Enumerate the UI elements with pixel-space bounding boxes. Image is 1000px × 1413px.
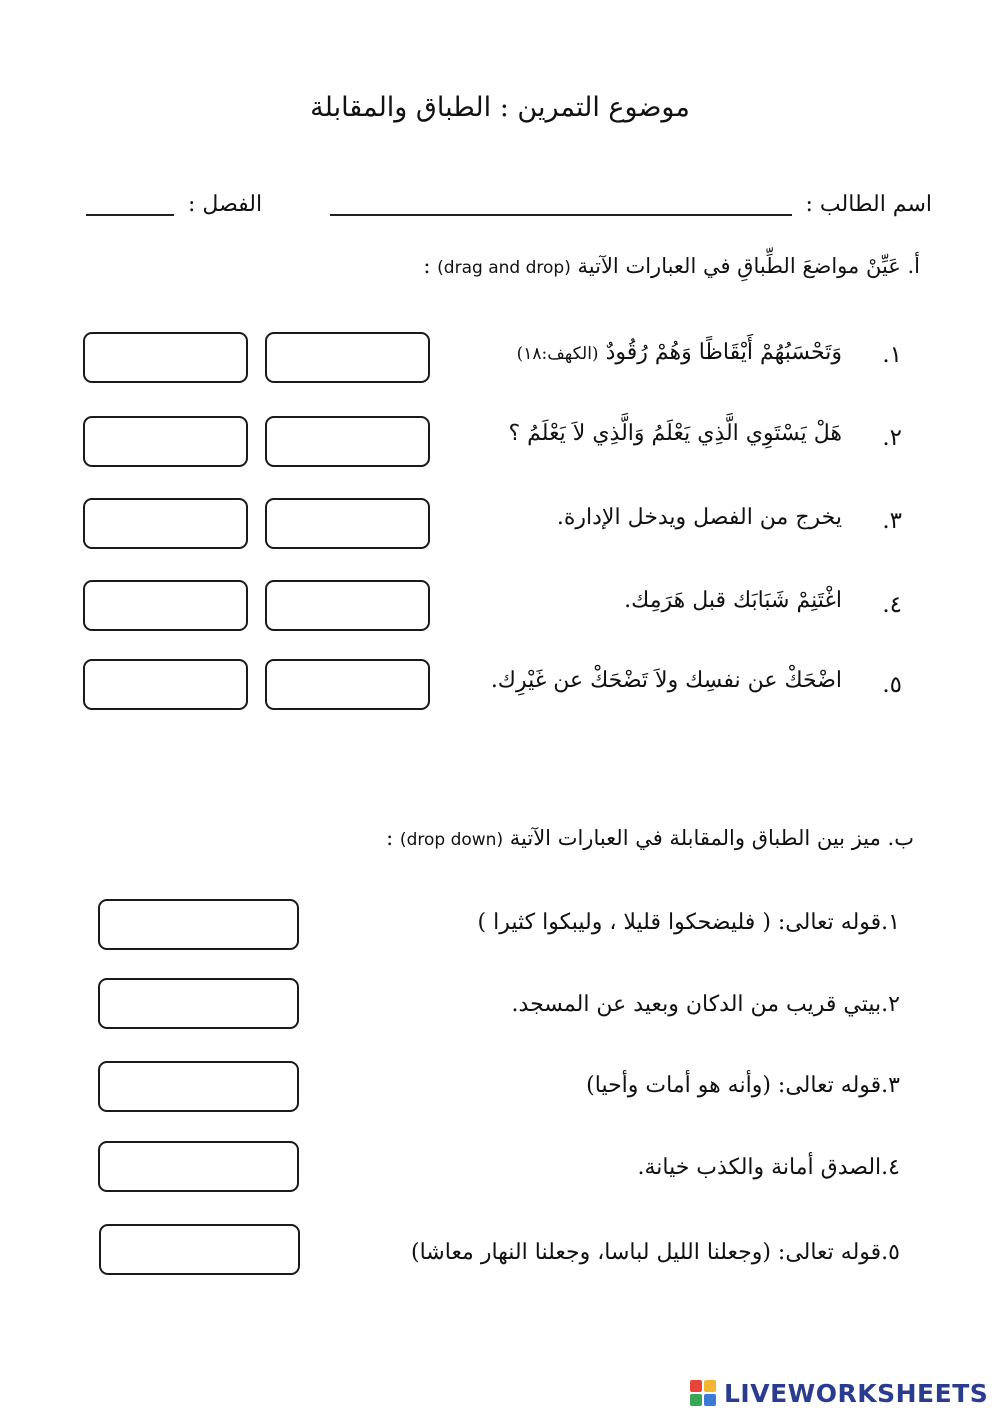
section-b-item-text: الصدق أمانة والكذب خيانة.	[637, 1155, 882, 1180]
section-a-item-text: يخرج من الفصل ويدخل الإدارة.	[556, 505, 842, 530]
section-b-item-text: قوله تعالى: (وجعلنا الليل لباسا، وجعلنا النهار معاشا)	[411, 1240, 882, 1265]
student-name-label: اسم الطالب :	[805, 192, 932, 217]
section-a-heading	[423, 254, 920, 278]
drop-zone-a5-first[interactable]	[265, 659, 430, 710]
section-a-item-text: هَلْ يَسْتَوِي الَّذِي يَعْلَمُ وَالَّذِي لاَ يَعْلَمُ ؟	[508, 421, 842, 446]
section-a-item-note: (الكهف:١٨)	[516, 344, 599, 364]
section-b-item-text: قوله تعالى: (وأنه هو أمات وأحيا)	[586, 1073, 882, 1098]
section-b-item-text: قوله تعالى: ( فليضحكوا قليلا ، وليبكوا كثيرا )	[477, 910, 882, 935]
section-a-suffix: :	[423, 254, 431, 278]
drop-zone-a5-second[interactable]	[83, 659, 248, 710]
dropdown-b2[interactable]	[98, 978, 299, 1029]
section-b-item	[478, 910, 900, 935]
page-title: موضوع التمرين : الطباق والمقابلة	[310, 92, 690, 123]
section-b-heading	[386, 826, 914, 850]
student-name-line	[330, 214, 792, 216]
section-b-item	[512, 992, 900, 1017]
class-label: الفصل :	[188, 192, 263, 217]
section-a-mode: (drag and drop)	[437, 258, 571, 278]
dropdown-b1[interactable]	[98, 899, 299, 950]
section-b-item-number: ١.	[881, 910, 900, 935]
drop-zone-a2-first[interactable]	[265, 416, 430, 467]
dropdown-b4[interactable]	[98, 1141, 299, 1192]
section-a-item-text	[517, 340, 842, 365]
section-a-item-text: اضْحَكْ عن نفسِك ولاَ تَضْحَكْ عن غَيْرِك.	[490, 668, 842, 693]
section-b-mode: (drop down)	[399, 830, 504, 850]
drop-zone-a2-second[interactable]	[83, 416, 248, 467]
dropdown-b3[interactable]	[98, 1061, 299, 1112]
drop-zone-a3-second[interactable]	[83, 498, 248, 549]
section-b-item-number: ٣.	[881, 1073, 900, 1098]
drop-zone-a1-second[interactable]	[83, 332, 248, 383]
section-b-item-number: ٥.	[881, 1240, 900, 1265]
drop-zone-a3-first[interactable]	[265, 498, 430, 549]
section-a-item-number: ٤.	[882, 592, 902, 618]
section-a-item-text: اغْتَنِمْ شَبَابَك قبل هَرَمِك.	[624, 588, 842, 613]
liveworksheets-logo-icon	[690, 1380, 718, 1406]
dropdown-b5[interactable]	[99, 1224, 300, 1275]
section-b-item	[637, 1155, 900, 1180]
section-a-item-number: ٥.	[882, 672, 902, 698]
section-a-heading-text: أ. عَيِّنْ مواضعَ الطِّباقِ في العبارات الآتية	[577, 254, 920, 278]
section-a-item-verse: وَتَحْسَبُهُمْ أَيْقَاظًا وَهُمْ رُقُودٌ	[605, 340, 842, 365]
liveworksheets-logo[interactable]	[690, 1378, 995, 1408]
section-a-item-number: ٣.	[882, 508, 902, 534]
liveworksheets-logo-text: LIVEWORKSHEETS	[724, 1378, 989, 1408]
section-a-item-number: ١.	[882, 342, 902, 368]
section-a-item-number: ٢.	[882, 425, 902, 451]
drop-zone-a4-second[interactable]	[83, 580, 248, 631]
section-b-suffix: :	[386, 826, 394, 850]
class-line	[86, 214, 174, 216]
section-b-heading-text: ب. ميز بين الطباق والمقابلة في العبارات الآتية	[509, 826, 914, 850]
section-b-item	[586, 1073, 900, 1098]
section-b-item-text: بيتي قريب من الدكان وبعيد عن المسجد.	[511, 992, 882, 1017]
section-b-item	[411, 1240, 900, 1265]
drop-zone-a1-first[interactable]	[265, 332, 430, 383]
section-b-item-number: ٤.	[881, 1155, 900, 1180]
drop-zone-a4-first[interactable]	[265, 580, 430, 631]
section-b-item-number: ٢.	[881, 992, 900, 1017]
